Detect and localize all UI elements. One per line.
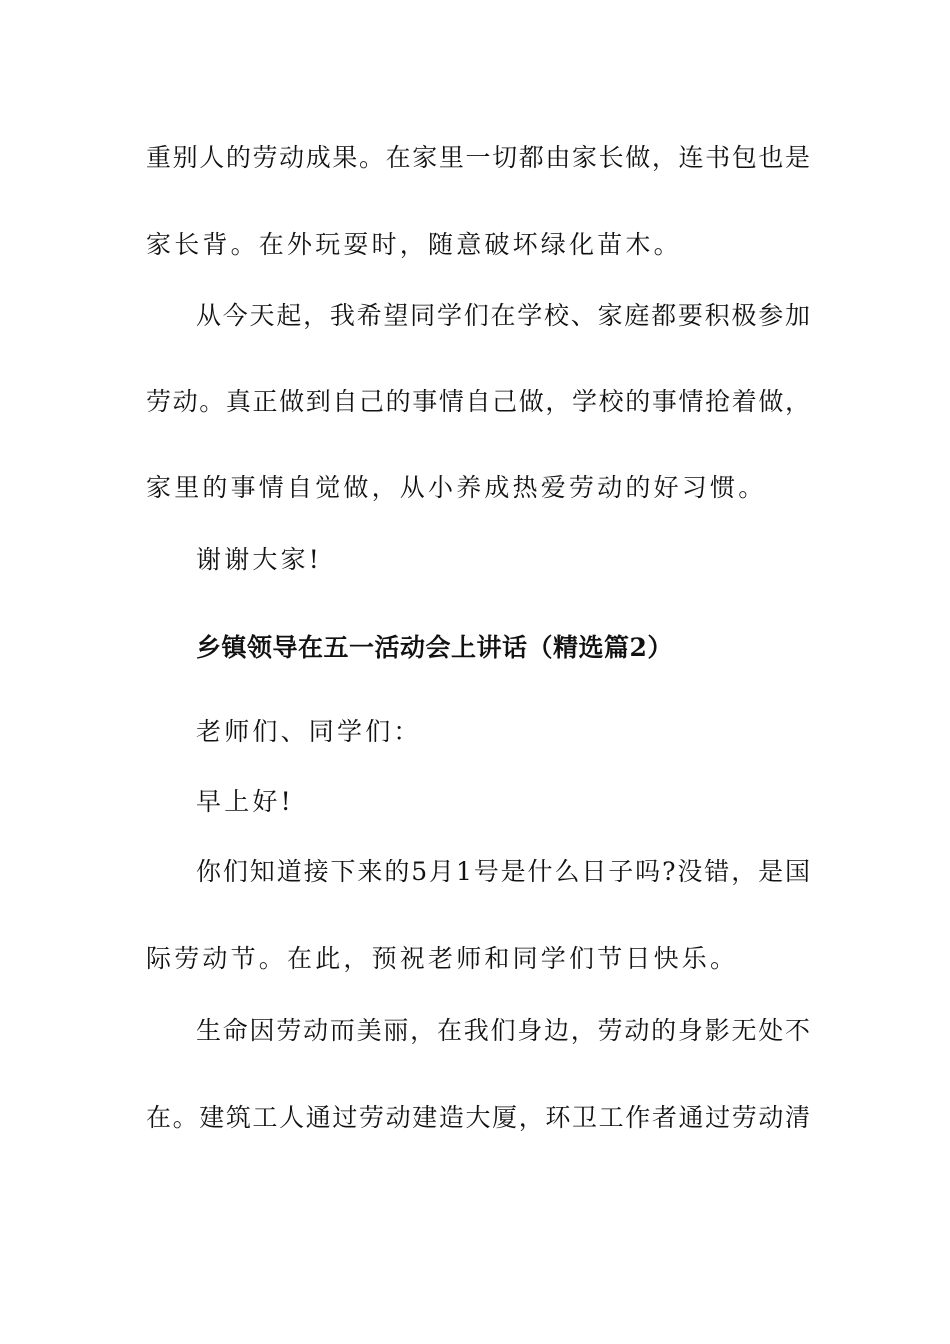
- paragraph-line: 在。建筑工人通过劳动建造大厦，环卫工作者通过劳动清: [146, 1103, 810, 1132]
- section-heading: 乡镇领导在五一活动会上讲话（精选篇2）: [196, 633, 673, 662]
- paragraph-line: 你们知道接下来的5月1号是什么日子吗?没错，是国: [196, 857, 810, 886]
- paragraph-line: 际劳动节。在此，预祝老师和同学们节日快乐。: [146, 944, 739, 973]
- closing-line: 谢谢大家!: [196, 545, 323, 574]
- paragraph-line: 从今天起，我希望同学们在学校、家庭都要积极参加: [196, 301, 810, 330]
- paragraph-line: 生命因劳动而美丽，在我们身边，劳动的身影无处不: [196, 1016, 810, 1045]
- salutation-line: 老师们、同学们：: [196, 717, 422, 746]
- paragraph-line: 劳动。真正做到自己的事情自己做，学校的事情抢着做，: [146, 387, 810, 416]
- paragraph-line: 重别人的劳动成果。在家里一切都由家长做，连书包也是: [146, 143, 810, 172]
- greeting-line: 早上好!: [196, 787, 294, 816]
- paragraph-line: 家里的事情自觉做，从小养成热爱劳动的好习惯。: [146, 473, 767, 502]
- paragraph-line: 家长背。在外玩耍时，随意破坏绿化苗木。: [146, 230, 682, 259]
